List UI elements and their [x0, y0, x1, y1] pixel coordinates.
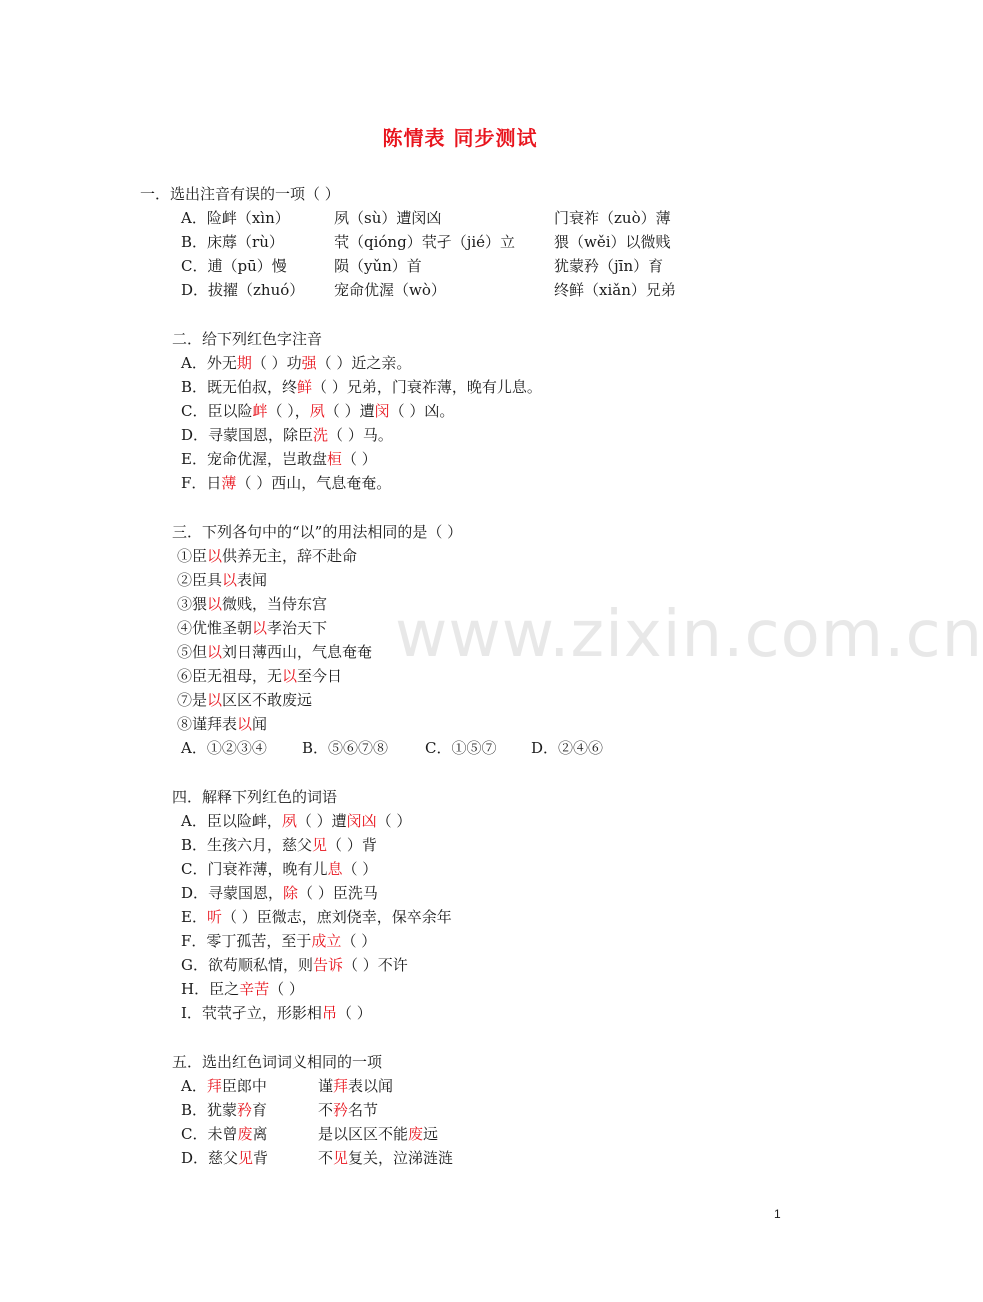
q4-heading: 四．解释下列红色的词语: [172, 788, 338, 806]
q4-item-e: E．听（ ）臣微志，庶刘侥幸，保卒余年: [181, 908, 452, 926]
q4-item-a: A．臣以险衅，夙（ ）遭闵凶（ ）: [181, 812, 412, 830]
q2-heading: 二．给下列红色字注音: [172, 330, 323, 348]
q1-a-col2: 夙（sù）遭闵凶: [334, 209, 442, 227]
q2-a-red-2: 强: [301, 354, 317, 372]
q3-option-b: B．⑤⑥⑦⑧: [302, 739, 389, 757]
q4-item-h: H．臣之辛苦（ ）: [181, 980, 304, 998]
q3-sentence-7: ⑦是以区区不敢废远: [177, 691, 313, 709]
page-title: 陈情表 同步测试: [382, 126, 538, 150]
q4-item-f: F．零丁孤苦，至于成立（ ）: [181, 932, 377, 950]
q3-sentence-5: ⑤但以刘日薄西山，气息奄奄: [177, 643, 373, 661]
q5-heading: 五．选出红色词词义相同的一项: [172, 1053, 383, 1071]
q3-sentence-6: ⑥臣无祖母，无以至今日: [177, 667, 343, 685]
page-number: 1: [774, 1207, 781, 1221]
q2-item-c: C．臣以险衅（ ），夙（ ）遭闵（ ）凶。: [181, 402, 455, 420]
q2-item-e: E．宠命优渥，岂敢盘桓（ ）: [181, 450, 377, 468]
q3-option-c: C．①⑤⑦: [425, 739, 497, 757]
q4-item-d: D．寻蒙国恩，除（ ）臣洗马: [181, 884, 378, 902]
q1-a-col1: A．险衅（xìn）: [181, 209, 290, 227]
q1-b-col1: B．床蓐（rù）: [181, 233, 284, 251]
q2-e-red: 桓: [326, 450, 342, 468]
q2-item-f: F．日薄（ ）西山，气息奄奄。: [181, 474, 392, 492]
q2-item-d: D．寻蒙国恩，除臣洗（ ）马。: [181, 426, 393, 444]
q1-a-col3: 门衰祚（zuò）薄: [554, 209, 671, 227]
q3-sentence-1: ①臣以供养无主，辞不赴命: [177, 547, 358, 565]
q2-item-a: A．外无期（ ）功强（ ）近之亲。: [181, 354, 412, 372]
q2-c-red-3: 闵: [374, 402, 390, 420]
q1-d-col2: 宠命优渥（wò）: [334, 281, 446, 299]
q1-c-col2: 陨（yǔn）首: [334, 257, 422, 275]
q2-d-red: 洗: [313, 426, 329, 444]
q1-b-col2: 茕（qióng）茕孑（jié）立: [334, 233, 516, 251]
q4-item-i: I．茕茕孑立，形影相吊（ ）: [181, 1004, 372, 1022]
q1-d-col1: D．拔擢（zhuó）: [181, 281, 305, 299]
q1-b-col3: 猥（wěi）以微贱: [554, 233, 671, 251]
q3-option-a: A．①②③④: [181, 739, 267, 757]
watermark: www.zixin.com.cn: [395, 598, 983, 672]
q1-c-col1: C．逋（pū）慢: [181, 257, 287, 275]
q2-a-red-1: 期: [236, 354, 252, 372]
q2-f-red: 薄: [221, 474, 237, 492]
q2-b-red: 鲜: [297, 378, 313, 396]
q3-sentence-3: ③猥以微贱，当侍东宫: [177, 595, 328, 613]
q3-sentence-2: ②臣具以表闻: [177, 571, 268, 589]
q4-item-b: B．生孩六月，慈父见（ ）背: [181, 836, 377, 854]
q4-item-g: G．欲苟顺私情，则告诉（ ）不许: [181, 956, 408, 974]
q2-item-b: B．既无伯叔，终鲜（ ）兄弟，门衰祚薄，晚有儿息。: [181, 378, 542, 396]
q3-option-d: D．②④⑥: [531, 739, 604, 757]
q1-heading: 一．选出注音有误的一项（ ）: [140, 185, 340, 203]
q4-item-c: C．门衰祚薄，晚有儿息（ ）: [181, 860, 378, 878]
q2-c-red-2: 夙: [309, 402, 325, 420]
q1-d-col3: 终鲜（xiǎn）兄弟: [554, 281, 676, 299]
q1-c-col3: 犹蒙矜（jīn）育: [554, 257, 664, 275]
q3-sentence-8: ⑧谨拜表以闻: [177, 715, 268, 733]
q3-heading: 三．下列各句中的“以”的用法相同的是（ ）: [172, 523, 463, 541]
q3-sentence-4: ④优惟圣朝以孝治天下: [177, 619, 328, 637]
q2-c-red-1: 衅: [252, 402, 268, 420]
